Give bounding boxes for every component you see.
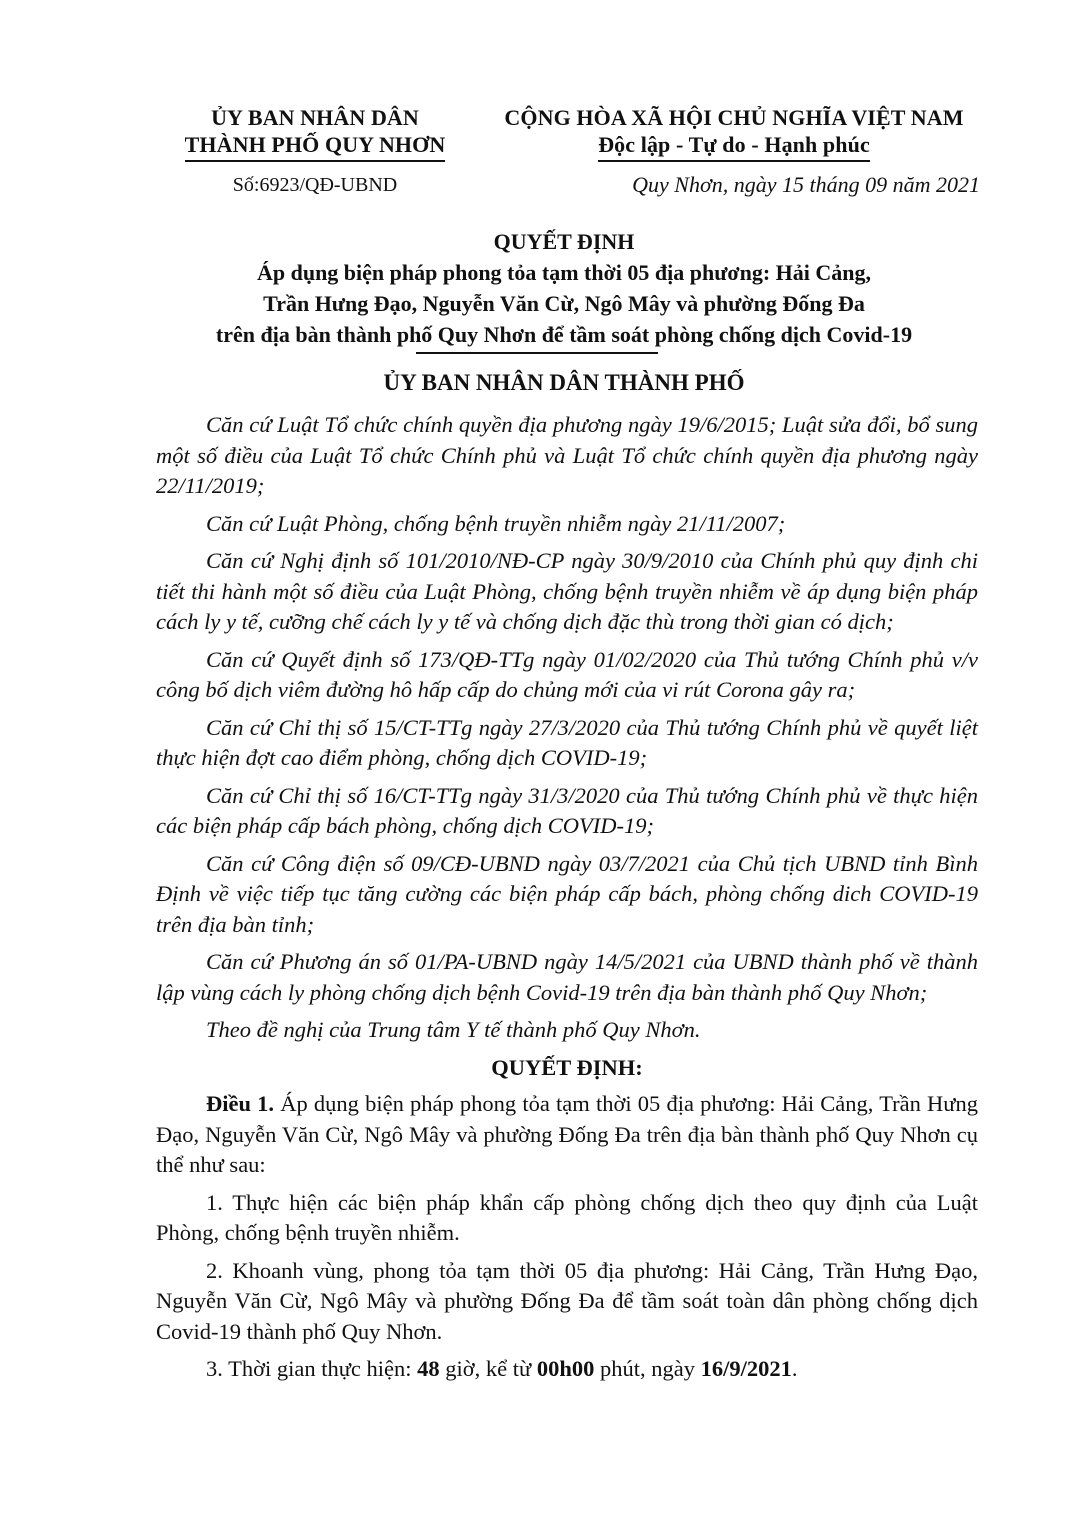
document-date: Quy Nhơn, ngày 15 tháng 09 năm 2021 <box>632 172 980 197</box>
item-3-hours: 48 <box>417 1356 440 1381</box>
decision-subject-line1: Áp dụng biện pháp phong tỏa tạm thời 05 địa phương: Hải Cảng, <box>256 260 872 285</box>
decision-subject-line2: Trần Hưng Đạo, Nguyễn Văn Cừ, Ngô Mây và phường Đống Đa <box>263 291 865 316</box>
preamble-item: Căn cứ Công điện số 09/CĐ-UBND ngày 03/7/2021 của Chủ tịch UBND tỉnh Bình Định về việc tiếp tục tăng cường các biện pháp cấp bách, phòng chống dich COVID-19 trên địa bàn tỉnh; <box>156 850 978 937</box>
national-title: CỘNG HÒA XÃ HỘI CHỦ NGHĨA VIỆT NAM <box>504 105 964 130</box>
document-header <box>0 104 1074 204</box>
article-1-item-3 <box>156 1354 978 1385</box>
issuing-body-line2 <box>150 131 480 162</box>
preamble-item: Căn cứ Luật Tổ chức chính quyền địa phương ngày 19/6/2015; Luật sửa đổi, bổ sung một số điều của Luật Tổ chức Chính phủ và Luật Tổ chức chính quyền địa phương ngày 22/11/2019; <box>156 412 978 498</box>
article-1-item-2: 2. Khoanh vùng, phong tỏa tạm thời 05 địa phương: Hải Cảng, Trần Hưng Đạo, Nguyễn Văn Cừ, Ngô Mây và phường Đống Đa để tầm soát toàn dân phòng chống dịch Covid-19 thành phố Quy Nhơn. <box>156 1257 978 1344</box>
item-3-date: 16/9/2021 <box>700 1356 792 1381</box>
item-3-text: giờ, kể từ <box>439 1356 537 1381</box>
article-1-text: Áp dụng biện pháp phong tỏa tạm thời 05 địa phương: Hải Cảng, Trần Hưng Đạo, Nguyễn Văn Cừ, Ngô Mây và phường Đống Đa trên địa bàn thành phố Quy Nhơn cụ thể như sau: <box>156 1091 979 1177</box>
item-3-text: 3. Thời gian thực hiện: <box>206 1356 418 1381</box>
decision-title-block <box>140 226 988 350</box>
decision-heading: QUYẾT ĐỊNH: <box>491 1054 643 1080</box>
decision-title: QUYẾT ĐỊNH <box>493 229 635 254</box>
preamble-item: Căn cứ Phương án số 01/PA-UBND ngày 14/5/2021 của UBND thành phố về thành lập vùng cách ly phòng chống dịch bệnh Covid-19 trên địa bàn thành phố Quy Nhơn; <box>156 949 978 1005</box>
issuing-authority: ỦY BAN NHÂN DÂN THÀNH PHỐ <box>383 370 745 395</box>
item-3-time: 00h00 <box>536 1356 595 1381</box>
title-divider <box>416 352 658 354</box>
article-1 <box>156 1089 978 1181</box>
national-motto <box>480 131 988 162</box>
document-number: Số:6923/QĐ-UBND <box>232 174 398 196</box>
preamble-item: Căn cứ Nghị định số 101/2010/NĐ-CP ngày 30/9/2010 của Chính phủ quy định chi tiết thi hành một số điều của Luật Phòng, chống bệnh truyền nhiễm về áp dụng biện pháp cách ly y tế, cưỡng chế cách ly y tế và chống dịch đặc thù trong thời gian có dịch; <box>156 548 978 634</box>
issuing-body-name: THÀNH PHỐ QUY NHƠN <box>185 131 446 162</box>
article-1-label: Điều 1. <box>206 1091 275 1116</box>
document-body <box>156 410 978 1392</box>
national-motto-text: Độc lập - Tự do - Hạnh phúc <box>598 131 870 162</box>
preamble-item: Căn cứ Quyết định số 173/QĐ-TTg ngày 01/02/2020 của Thủ tướng Chính phủ v/v công bố dịch viêm đường hô hấp cấp do chủng mới của vi rút Corona gây ra; <box>156 646 978 702</box>
item-3-text: phút, ngày <box>594 1356 701 1381</box>
issuing-body-line1: ỦY BAN NHÂN DÂN <box>211 105 419 130</box>
item-3-text: . <box>791 1356 798 1381</box>
decision-subject-line3: trên địa bàn thành phố Quy Nhơn để tầm soát phòng chống dịch Covid-19 <box>215 322 913 347</box>
preamble-item: Căn cứ Luật Phòng, chống bệnh truyền nhiễm ngày 21/11/2007; <box>206 510 786 536</box>
article-1-item-1: 1. Thực hiện các biện pháp khẩn cấp phòng chống dịch theo quy định của Luật Phòng, chống bệnh truyền nhiễm. <box>156 1189 978 1245</box>
preamble-item: Căn cứ Chỉ thị số 16/CT-TTg ngày 31/3/2020 của Thủ tướng Chính phủ về thực hiện các biện pháp cấp bách phòng, chống dịch COVID-19; <box>156 782 978 838</box>
preamble-item: Theo đề nghị của Trung tâm Y tế thành phố Quy Nhơn. <box>206 1017 701 1042</box>
preamble-item: Căn cứ Chỉ thị số 15/CT-TTg ngày 27/3/2020 của Thủ tướng Chính phủ về quyết liệt thực hiện đợt cao điểm phòng, chống dịch COVID-19; <box>156 714 978 770</box>
